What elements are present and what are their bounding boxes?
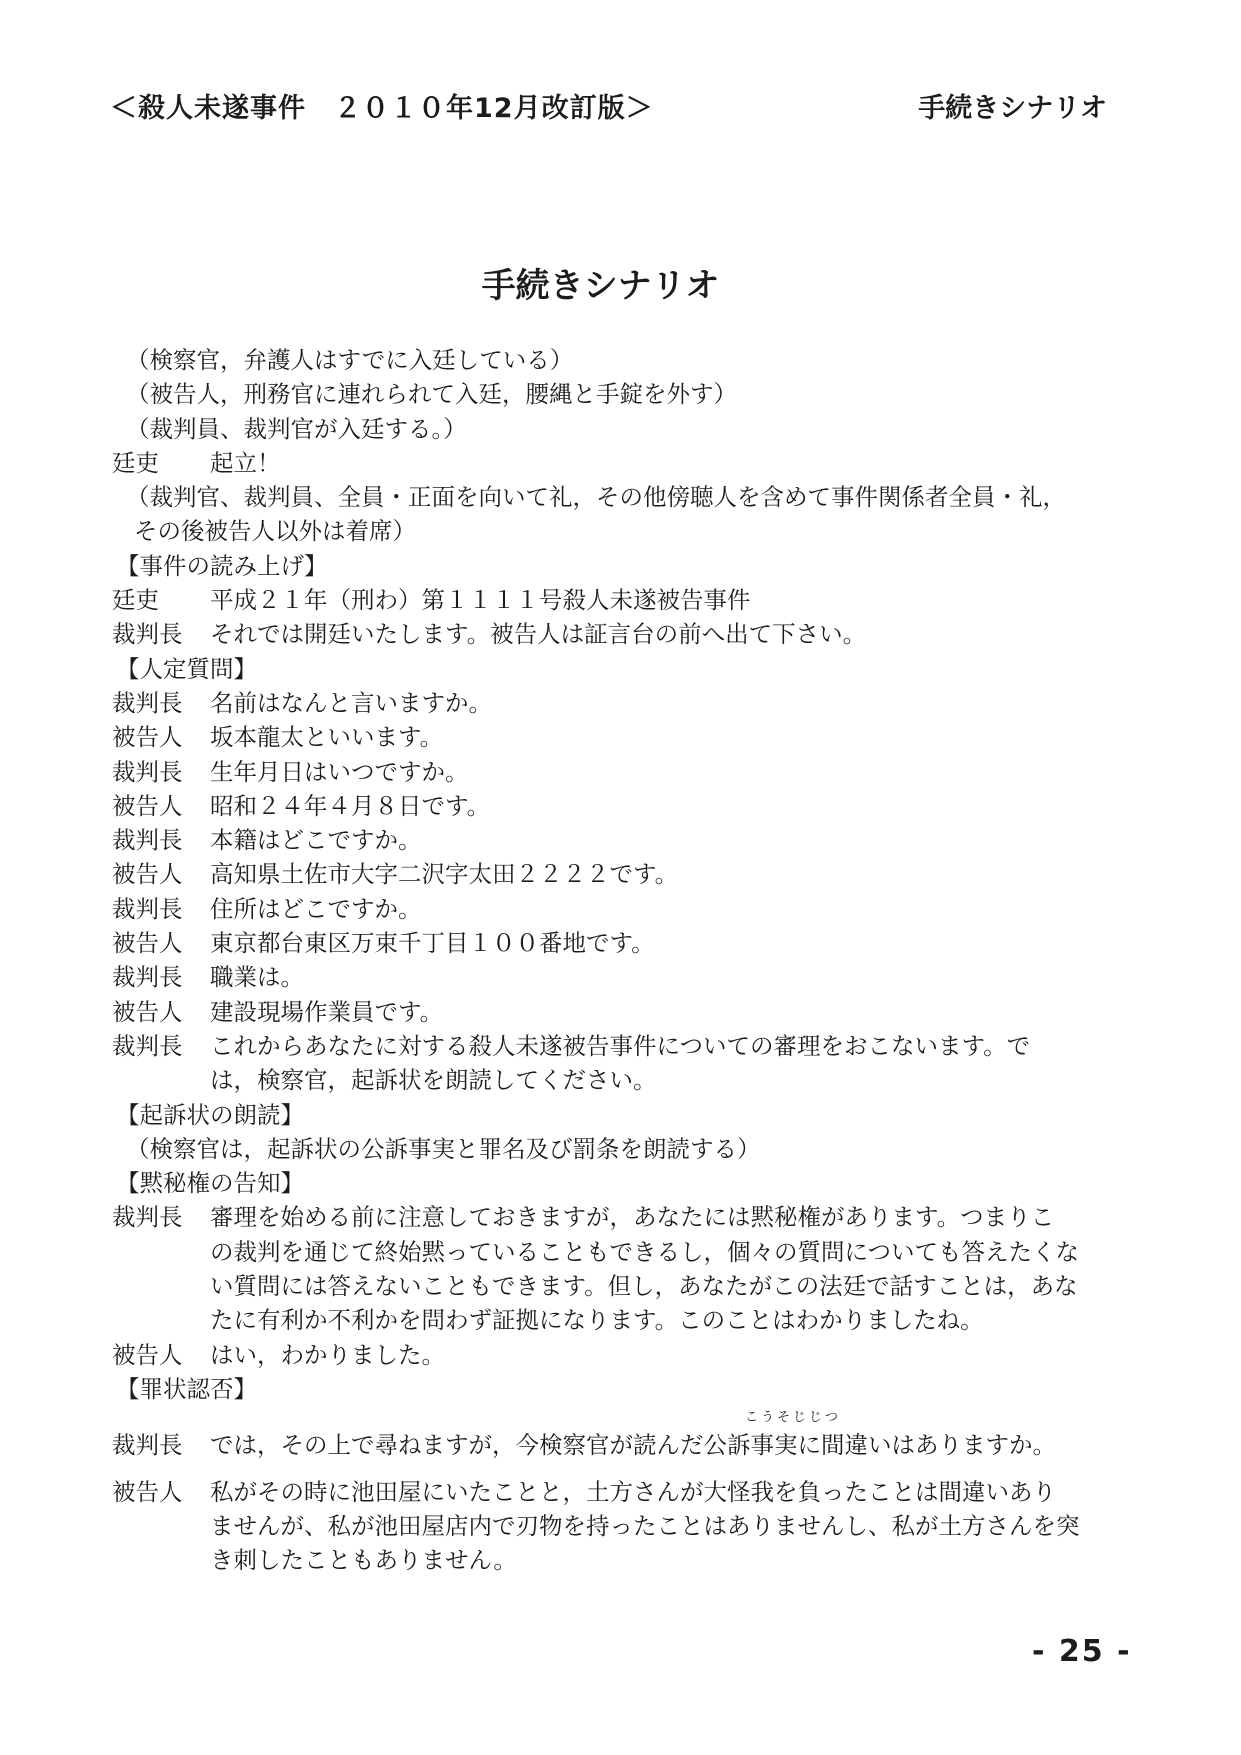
dialogue-line (112, 857, 1122, 891)
dialogue-text: 名前はなんと言いますか。 (210, 688, 492, 717)
dialogue-text: 生年月日はいつですか。 (210, 757, 469, 786)
speaker-label: 裁判長 (112, 1031, 183, 1060)
dialogue-line (112, 960, 1122, 994)
dialogue-text: それでは開廷いたします。被告人は証言台の前へ出て下さい。 (210, 620, 867, 649)
dialogue-line (112, 823, 1122, 857)
dialogue-line (112, 892, 1122, 926)
dialogue-text: 東京都台東区万束千丁目１００番地です。 (210, 929, 655, 958)
speaker-label: 廷吏 (112, 586, 159, 615)
stage-direction: （検察官，弁護人はすでに入廷している） (126, 346, 574, 374)
dialogue-line (112, 583, 1122, 617)
speaker-label: 裁判長 (112, 826, 183, 855)
scenario-body (112, 343, 1122, 1577)
dialogue-text: 昭和２４年４月８日です。 (210, 791, 491, 820)
dialogue-line (112, 446, 1122, 480)
speaker-label: 被告人 (112, 723, 183, 752)
dialogue-text: 平成２１年（刑わ）第１１１１号殺人未遂被告事件 (210, 586, 751, 615)
section-heading: 【起訴状の朗読】 (116, 1100, 304, 1129)
dialogue-line (112, 926, 1122, 960)
dialogue-line (112, 1338, 1122, 1372)
dialogue-line (112, 720, 1122, 754)
dialogue-text: 審理を始める前に注意しておきますが，あなたには黙秘権があります。つまりこ の裁判を通じて終始黙っていることもできるし，個々の質問についても答えたくな い質問には答えないこともできます。但し，あなたがこの法廷で話すことは，あな たに有利か不利かを問わず証拠になります。このことはわかりましたね。 (210, 1203, 1080, 1335)
section-heading: 【事件の読み上げ】 (116, 551, 328, 580)
section-heading: 【黙秘権の告知】 (116, 1169, 304, 1198)
dialogue-line (112, 1475, 1122, 1578)
speaker-label: 裁判長 (112, 1431, 183, 1460)
section-heading: 【罪状認否】 (116, 1374, 257, 1403)
stage-direction: （被告人，刑務官に連れられて入廷，腰縄と手錠を外す） (126, 380, 737, 409)
ruby-annotation: こうそじじつ (745, 1410, 842, 1426)
dialogue-text: これからあなたに対する殺人未遂被告事件についての審理をおこないます。で は，検察官，起訴状を朗読してください。 (210, 1031, 1031, 1095)
dialogue-line (112, 686, 1122, 720)
dialogue-line (112, 1410, 1122, 1462)
speaker-label: 被告人 (112, 929, 183, 958)
page-number: - 25 - (1032, 1634, 1132, 1669)
dialogue-text: 本籍はどこですか。 (210, 826, 422, 855)
dialogue-text: 職業は。 (210, 963, 304, 992)
dialogue-text: 起立！ (210, 448, 281, 477)
speaker-label: 被告人 (112, 791, 183, 820)
dialogue-text: 建設現場作業員です。 (210, 997, 444, 1026)
dialogue-text: では，その上で尋ねますが，今検察官が読んだ公訴事実に間違いはありますか。 (210, 1431, 1056, 1460)
dialogue-line (112, 617, 1122, 651)
dialogue-text: 住所はどこですか。 (210, 894, 422, 923)
stage-direction: （検察官は，起訴状の公訴事実と罪名及び罰条を朗読する） (126, 1134, 761, 1163)
dialogue-text: 高知県土佐市大字二沢字太田２２２２です。 (210, 860, 679, 889)
dialogue-line (112, 995, 1122, 1029)
speaker-label: 裁判長 (112, 894, 183, 923)
speaker-label: 裁判長 (112, 620, 183, 649)
dialogue-line (112, 1200, 1122, 1337)
header-document-type: 手続きシナリオ (918, 93, 1107, 124)
dialogue-line (112, 755, 1122, 789)
dialogue-text: 私がその時に池田屋にいたことと，土方さんが大怪我を負ったことは間違いあり ませんが、私が池田屋店内で刃物を持ったことはありませんし、私が土方さんを突 き刺したこともありません。 (210, 1477, 1080, 1575)
speaker-label: 裁判長 (112, 688, 183, 717)
speaker-label: 被告人 (112, 1340, 183, 1369)
dialogue-text: 坂本龍太といいます。 (210, 723, 444, 752)
speaker-label: 廷吏 (112, 448, 159, 477)
speaker-label: 被告人 (112, 860, 183, 889)
section-heading: 【人定質問】 (116, 654, 257, 683)
speaker-label: 裁判長 (112, 757, 183, 786)
page-title: 手続きシナリオ (481, 266, 720, 306)
header-case-title: ＜殺人未遂事件 ２０１０年12月改訂版＞ (110, 93, 654, 124)
speaker-label: 裁判長 (112, 1203, 183, 1232)
stage-direction: （裁判員、裁判官が入廷する。） (126, 414, 467, 443)
speaker-label: 被告人 (112, 997, 183, 1026)
speaker-label: 裁判長 (112, 963, 183, 992)
dialogue-line (112, 1029, 1122, 1098)
dialogue-line (112, 789, 1122, 823)
speaker-label: 被告人 (112, 1477, 183, 1506)
dialogue-text: はい，わかりました。 (210, 1340, 445, 1369)
stage-direction: （裁判官、裁判員、全員・正面を向いて礼，その他傍聴人を含めて事件関係者全員・礼， その後被告人以外は着席） (126, 483, 1066, 546)
